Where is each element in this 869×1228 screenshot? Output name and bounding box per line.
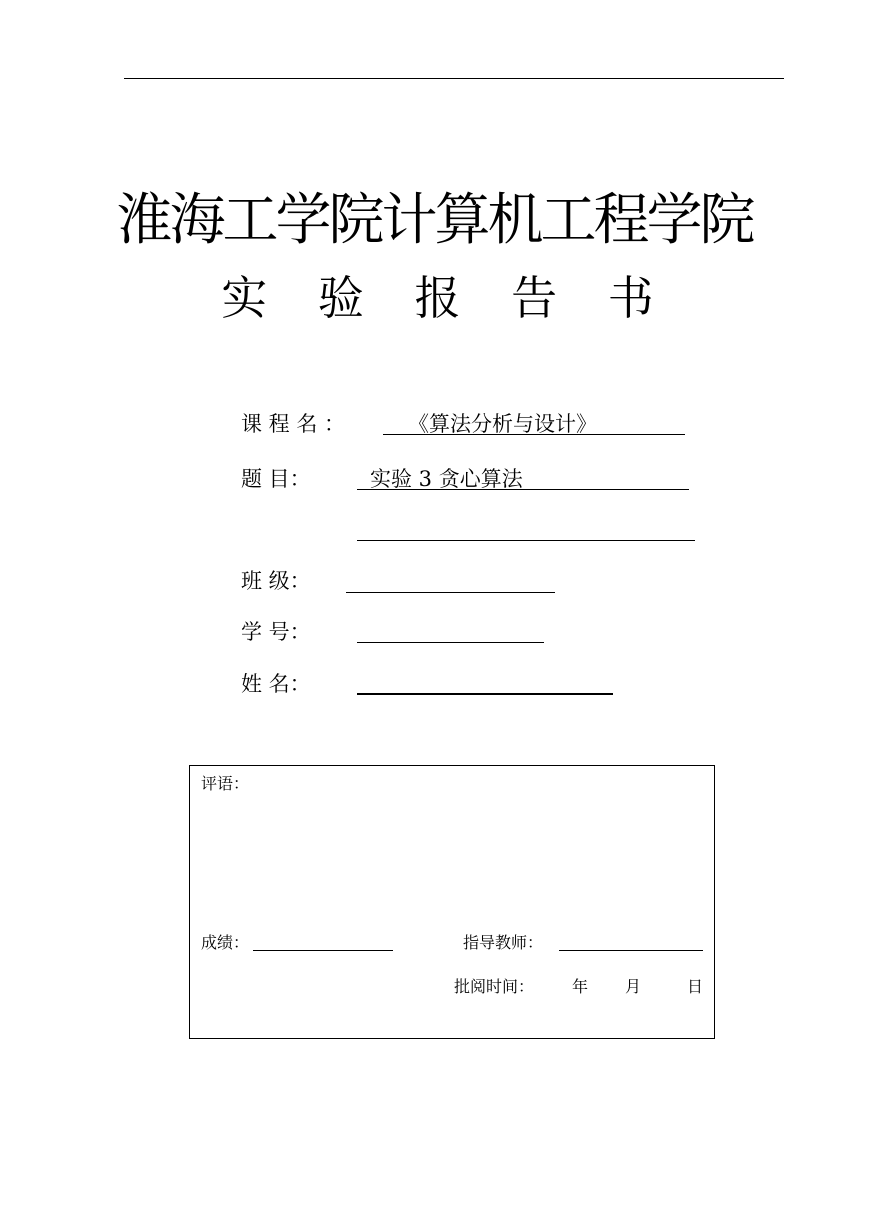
header-rule [124,78,784,79]
topic-value: 实验 3 贪心算法 [370,467,523,491]
day-label: 日 [687,977,704,996]
comment-label: 评语： [201,774,250,793]
name-underline [357,693,613,695]
year-label: 年 [572,977,589,996]
student-id-underline [357,642,544,643]
topic-label: 题 目： [241,467,311,491]
class-underline [346,592,555,593]
name-label: 姓 名： [241,672,311,696]
teacher-underline [559,950,703,951]
review-time-label: 批阅时间： [454,977,535,996]
month-label: 月 [625,977,642,996]
school-title: 淮海工学院计算机工程学院 [116,188,753,253]
grade-label: 成绩： [201,933,250,952]
grade-underline [253,950,393,951]
topic-underline [357,489,689,490]
document-title: 实 验 报 告 书 [221,271,672,325]
course-label: 课 程 名 ： [241,412,346,436]
student-id-label: 学 号： [241,620,311,644]
course-value: 《算法分析与设计》 [408,412,597,436]
teacher-label: 指导教师： [463,933,544,952]
topic-underline-2 [357,540,695,541]
class-label: 班 级： [241,569,311,593]
course-underline [383,434,685,435]
